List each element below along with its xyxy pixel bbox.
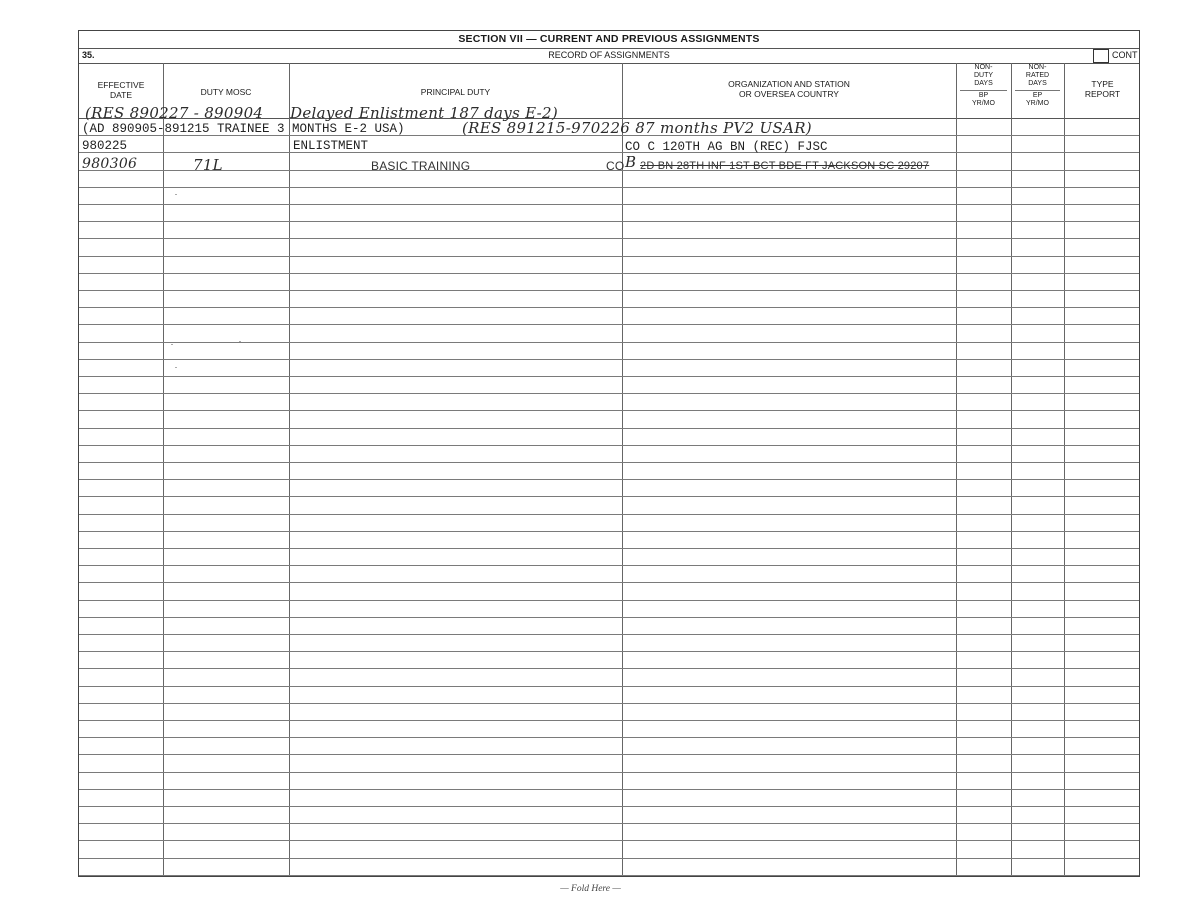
row-rule: [79, 428, 1139, 429]
row-rule: [79, 772, 1139, 773]
row-4-org-company: B: [625, 153, 637, 171]
row-rule: [79, 445, 1139, 446]
row-rule: [79, 668, 1139, 669]
row-rule: [79, 686, 1139, 687]
header-non-rated-days: NON- RATED DAYS: [1025, 64, 1050, 87]
row-rule: [79, 806, 1139, 807]
row-rule: [79, 324, 1139, 325]
header-organization: ORGANIZATION AND STATION OR OVERSEA COUNTRY: [728, 79, 850, 99]
row-rule: [79, 496, 1139, 497]
row-rule: [79, 307, 1139, 308]
scan-speck: [239, 341, 241, 342]
row-rule: [79, 582, 1139, 583]
scan-speck: [175, 194, 177, 195]
row-rule: [79, 617, 1139, 618]
typed-active-duty-entry: (AD 890905-891215 TRAINEE 3 MONTHS E-2 USA): [82, 122, 405, 136]
row-rule: [79, 754, 1139, 755]
cont-label: CONT: [1112, 50, 1138, 60]
row-rule: [79, 548, 1139, 549]
row-3-principal-duty: ENLISTMENT: [293, 139, 369, 153]
header-effective-date: EFFECTIVE DATE: [97, 80, 145, 100]
row-rule: [79, 531, 1139, 532]
header-principal-duty: PRINCIPAL DUTY: [420, 87, 491, 97]
row-rule: [79, 273, 1139, 274]
row-rule: [79, 875, 1139, 876]
row-4-organization: 2D BN 28TH INF 1ST BCT BDE FT JACKSON SC 29207: [640, 160, 930, 172]
row-rule: [79, 410, 1139, 411]
row-rule: [79, 634, 1139, 635]
row-rule: [79, 342, 1139, 343]
row-rule: [79, 737, 1139, 738]
row-4-org-prefix: CO: [606, 159, 625, 173]
handwritten-principal-duty: Delayed Enlistment 187 days E-2): [290, 104, 559, 122]
item-number: 35.: [82, 50, 95, 60]
row-rule: [79, 703, 1139, 704]
row-3-effective-date: 980225: [82, 139, 128, 153]
handwritten-reserve-dates: (RES 890227 - 890904: [85, 104, 264, 122]
row-4-duty-mosc: 71L: [193, 156, 223, 174]
row-rule: [79, 204, 1139, 205]
row-3-organization: CO C 120TH AG BN (REC) FJSC: [625, 140, 828, 154]
header-duty-mosc: DUTY MOSC: [200, 87, 252, 97]
fold-here-label: — Fold Here —: [560, 884, 621, 894]
section-title: SECTION VII — CURRENT AND PREVIOUS ASSIGNMENTS: [79, 31, 1139, 49]
assignment-record-form: [78, 30, 1140, 877]
scan-speck: [175, 367, 177, 368]
row-rule: [79, 290, 1139, 291]
row-4-principal-duty: BASIC TRAINING: [371, 159, 471, 173]
row-rule: [79, 720, 1139, 721]
row-rule: [79, 152, 1139, 153]
header-non-duty-sub: BP YR/MO: [972, 92, 995, 107]
row-rule: [79, 479, 1139, 480]
row-rule: [79, 376, 1139, 377]
header-non-duty-days: NON- DUTY DAYS: [973, 64, 994, 87]
row-rule: [79, 359, 1139, 360]
scan-speck: [171, 344, 173, 345]
handwritten-reserve-entry: (RES 891215-970226 87 months PV2 USAR): [462, 119, 812, 137]
row-rule: [79, 221, 1139, 222]
row-rule: [79, 565, 1139, 566]
row-rule: [79, 393, 1139, 394]
header-non-rated-sub: EP YR/MO: [1026, 92, 1049, 107]
row-rule: [79, 462, 1139, 463]
row-4-effective-date: 980306: [82, 156, 138, 172]
row-rule: [79, 238, 1139, 239]
record-header: [79, 48, 1139, 64]
row-rule: [79, 651, 1139, 652]
record-title: RECORD OF ASSIGNMENTS: [548, 50, 670, 60]
row-rule: [79, 840, 1139, 841]
row-rule: [79, 823, 1139, 824]
header-divider-bp: [960, 90, 1007, 91]
header-divider-ep: [1015, 90, 1060, 91]
row-rule: [79, 187, 1139, 188]
row-rule: [79, 514, 1139, 515]
row-rule: [79, 858, 1139, 859]
header-type-report: TYPE REPORT: [1084, 79, 1121, 99]
row-rule: [79, 600, 1139, 601]
row-rule: [79, 789, 1139, 790]
cont-checkbox[interactable]: [1093, 49, 1109, 63]
row-rule: [79, 256, 1139, 257]
